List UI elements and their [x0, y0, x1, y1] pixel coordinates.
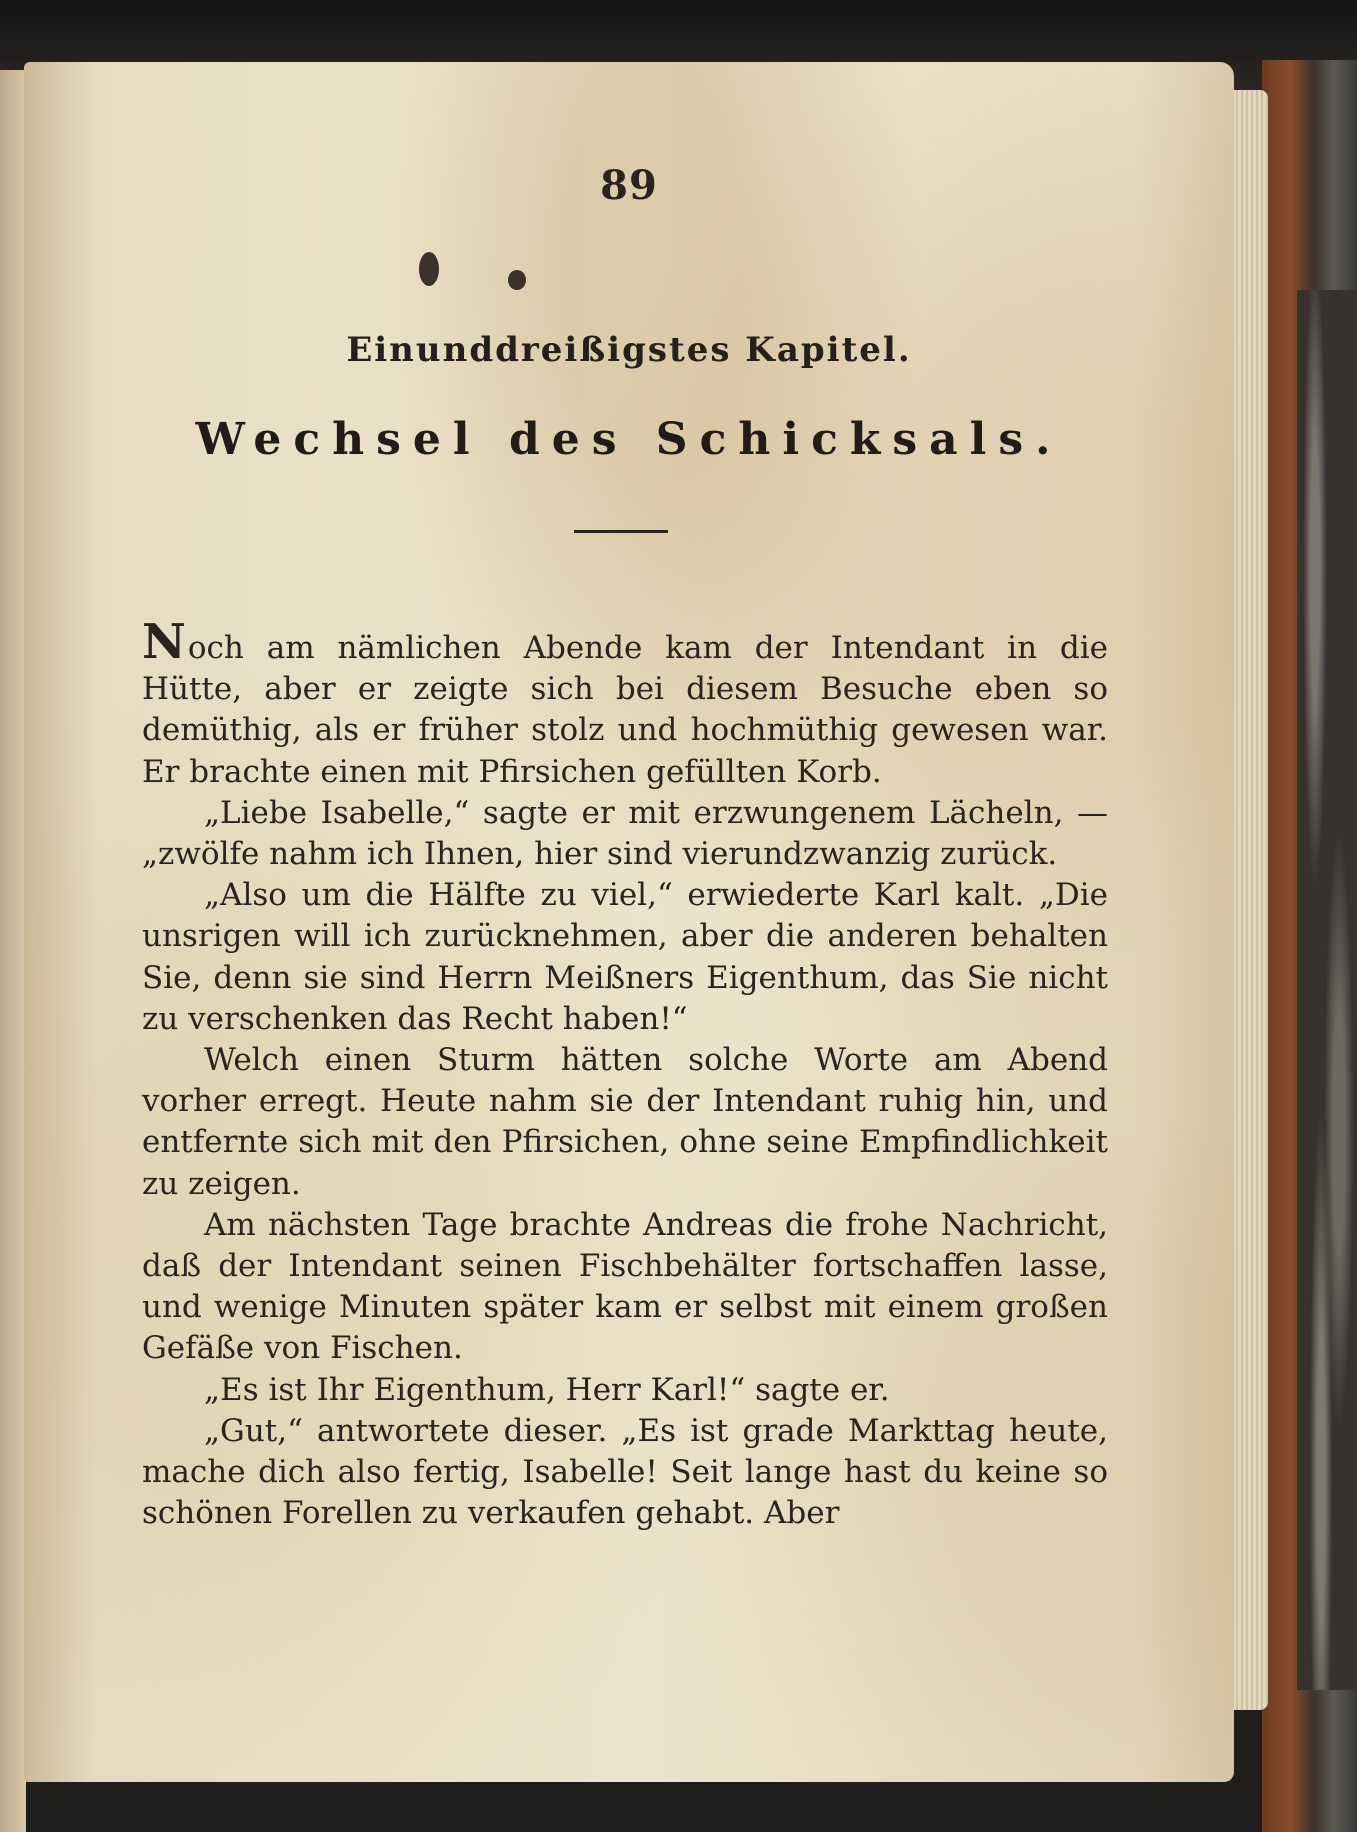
- chapter-title: Wechsel des Schicksals.: [195, 414, 1063, 465]
- drop-cap: N: [142, 614, 186, 670]
- paragraph: Welch einen Sturm hätten solche Worte am Abend vorher erregt. Heute nahm sie der Intendant ruhig hin, und entfernte sich mit den Pfirsichen, ohne seine Empfindlichkeit zu zeigen.: [142, 1042, 1108, 1202]
- facing-page-edge: [0, 70, 26, 1832]
- paragraph: [142, 614, 1108, 793]
- chapter-heading: Einunddreißigstes Kapitel.: [346, 330, 912, 370]
- body-text: [142, 614, 1108, 1534]
- marbled-cover: [1297, 290, 1357, 1690]
- paragraph: „Liebe Isabelle,“ sagte er mit erzwungenem Lächeln, — „zwölfe nahm ich Ihnen, hier sind vierundzwanzig zurück.: [142, 794, 1108, 873]
- paragraph-text: och am nämlichen Abende kam der Intendant in die Hütte, aber er zeigte sich bei diesem Besuche eben so demüthig, als er früher stolz und hochmüthig gewesen war. Er brachte einen mit Pfirsichen gefüllten Korb.: [142, 630, 1108, 790]
- book-page: [24, 62, 1234, 1782]
- ink-blot: [419, 252, 439, 286]
- paragraph: „Gut,“ antwortete dieser. „Es ist grade Markttag heute, mache dich also fertig, Isabelle! Seit lange hast du keine so schönen Forellen zu verkaufen gehabt. Aber: [142, 1412, 1108, 1532]
- paragraph: „Also um die Hälfte zu viel,“ erwiederte Karl kalt. „Die unsrigen will ich zurücknehmen, aber die anderen behalten Sie, denn sie sind Herrn Meißners Eigenthum, das Sie nicht zu verschenken das Recht haben!“: [142, 877, 1108, 1037]
- ink-blot: [508, 270, 526, 290]
- book-cover-spine: [1262, 60, 1357, 1832]
- paragraph: Am nächsten Tage brachte Andreas die frohe Nachricht, daß der Intendant seinen Fischbehälter fortschaffen lasse, und wenige Minuten später kam er selbst mit einem großen Gefäße von Fischen.: [142, 1206, 1108, 1367]
- divider-rule: [574, 530, 668, 533]
- paragraph: „Es ist Ihr Eigenthum, Herr Karl!“ sagte er.: [204, 1371, 890, 1408]
- page-number: 89: [600, 162, 658, 209]
